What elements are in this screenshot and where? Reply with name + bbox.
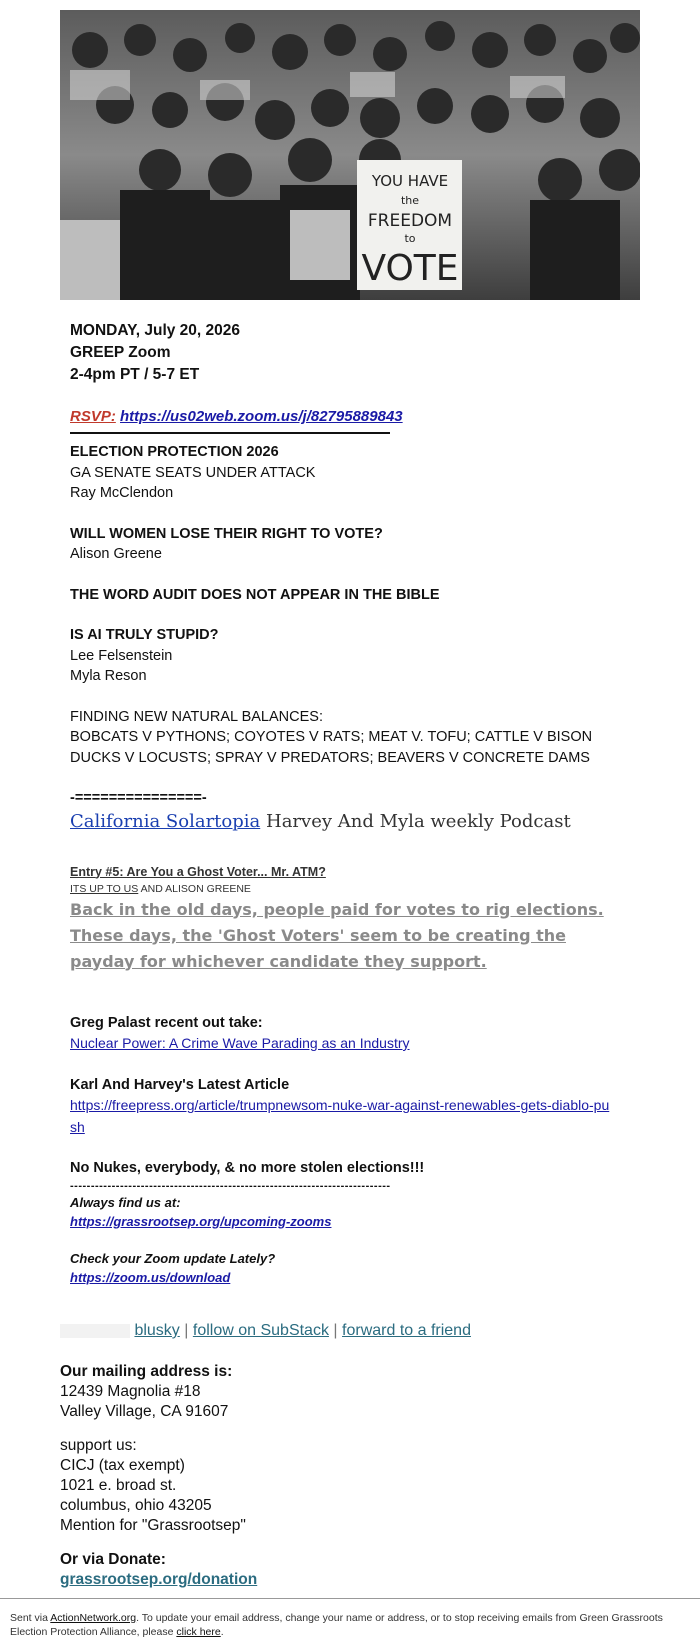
agenda-speaker-4b: Myla Reson — [70, 668, 147, 684]
rsvp-link[interactable]: https://us02web.zoom.us/j/82795889843 — [120, 408, 403, 425]
podcast-teaser-link[interactable]: Back in the old days, people paid for votes to rig elections. These days, the 'Ghost Voters' seem to be creating the payday for whichever candidate they support. — [70, 899, 604, 971]
event-time: 2-4pm PT / 5-7 ET — [70, 366, 200, 383]
agenda-title-4: IS AI TRULY STUPID? — [70, 627, 219, 643]
byline-rest: AND ALISON GREENE — [140, 882, 251, 895]
social-separator: | — [333, 1322, 338, 1339]
support-label: support us: — [60, 1437, 137, 1454]
rsvp-line — [70, 406, 640, 428]
footer-end: . — [220, 1626, 224, 1638]
always-label: Always find us at: — [70, 1194, 181, 1210]
footer-text: . To update your email address, change your name or address, or to stop receiving emails from Green Grassroots Election Protection Alliance, please — [10, 1612, 663, 1638]
agenda-title-3: THE WORD AUDIT DOES NOT APPEAR IN THE BIBLE — [70, 586, 440, 603]
upcoming-zooms-link[interactable]: https://grassrootsep.org/upcoming-zooms — [70, 1213, 332, 1229]
support-street: 1021 e. broad st. — [60, 1477, 177, 1494]
agenda-title-5: FINDING NEW NATURAL BALANCES: — [70, 708, 323, 725]
agenda-line-5b: DUCKS V LOCUSTS; SPRAY V PREDATORS; BEAVERS V CONCRETE DAMS — [70, 749, 590, 766]
forward-friend-link[interactable]: forward to a friend — [342, 1322, 471, 1339]
article-heading: Karl And Harvey's Latest Article — [70, 1076, 290, 1093]
sign-line-1: YOU HAVE — [371, 172, 449, 190]
byline-link[interactable]: ITS UP TO US — [70, 882, 139, 895]
crowd-photo-image — [60, 10, 640, 300]
donate-link[interactable]: grassrootsep.org/donation — [60, 1571, 258, 1588]
support-city: columbus, ohio 43205 — [60, 1497, 212, 1514]
podcast-heading — [70, 809, 640, 835]
rsvp-label: RSVP: — [70, 408, 116, 425]
substack-link[interactable]: follow on SubStack — [192, 1322, 329, 1339]
support-org: CICJ (tax exempt) — [60, 1457, 185, 1474]
email-body — [60, 10, 640, 300]
zoom-download-link[interactable]: https://zoom.us/download — [70, 1269, 231, 1285]
newsletter-content — [70, 320, 640, 1287]
zoom-label: Check your Zoom update Lately? — [70, 1250, 276, 1266]
sign-line-2: the — [400, 194, 420, 207]
agenda-speaker-1: Ray McClendon — [70, 485, 174, 501]
social-links — [60, 1322, 640, 1340]
sign-line-3: FREEDOM — [367, 211, 453, 231]
palast-link[interactable]: Nuclear Power: A Crime Wave Parading as an Industry — [70, 1035, 410, 1051]
donate-heading: Or via Donate: — [60, 1551, 166, 1568]
agenda-speaker-4a: Lee Felsenstein — [70, 647, 173, 664]
article-link[interactable]: https://freepress.org/article/trumpnewsom-nuke-war-against-renewables-gets-diablo-push — [70, 1097, 610, 1135]
address-heading: Our mailing address is: — [60, 1363, 233, 1380]
agenda-title-2: WILL WOMEN LOSE THEIR RIGHT TO VOTE? — [70, 525, 383, 542]
address-line-1: 12439 Magnolia #18 — [60, 1383, 201, 1400]
solartopia-link[interactable]: California Solartopia — [70, 810, 261, 832]
support-mention: Mention for "Grassrootsep" — [60, 1517, 246, 1534]
agenda-title-1: ELECTION PROTECTION 2026 — [70, 444, 279, 460]
podcast-byline — [70, 881, 640, 897]
hero-photo — [60, 10, 640, 300]
podcast-heading-rest: Harvey And Myla weekly Podcast — [266, 810, 571, 832]
sign-line-5: VOTE — [361, 248, 459, 289]
address-line-2: Valley Village, CA 91607 — [60, 1403, 229, 1420]
agenda-subtitle-1: GA SENATE SEATS UNDER ATTACK — [70, 464, 316, 481]
social-separator: | — [184, 1322, 189, 1339]
bluesky-link[interactable]: blusky — [134, 1322, 180, 1339]
separator: -===============- — [70, 790, 207, 806]
podcast-entry-title[interactable]: Entry #5: Are You a Ghost Voter... Mr. ATM? — [70, 864, 326, 879]
actionnetwork-link[interactable]: ActionNetwork.org — [50, 1612, 137, 1624]
closing-line: No Nukes, everybody, & no more stolen elections!!! — [70, 1160, 425, 1176]
agenda-speaker-2: Alison Greene — [70, 546, 162, 562]
footer-sent-via: Sent via — [10, 1612, 48, 1624]
palast-heading: Greg Palast recent out take: — [70, 1014, 263, 1031]
agenda-line-5a: BOBCATS V PYTHONS; COYOTES V RATS; MEAT V. TOFU; CATTLE V BISON — [70, 729, 593, 745]
unsubscribe-link[interactable]: click here — [176, 1626, 221, 1638]
sign-line-4: to — [404, 232, 416, 245]
email-footer — [0, 1598, 700, 1639]
event-venue: GREEP Zoom — [70, 344, 171, 361]
mailing-address — [60, 1362, 640, 1590]
social-spacer — [60, 1324, 130, 1338]
dash-divider: ----------------------------------------------------------------------------- — [70, 1179, 391, 1192]
divider — [70, 432, 390, 434]
event-date: MONDAY, July 20, 2026 — [70, 322, 241, 339]
